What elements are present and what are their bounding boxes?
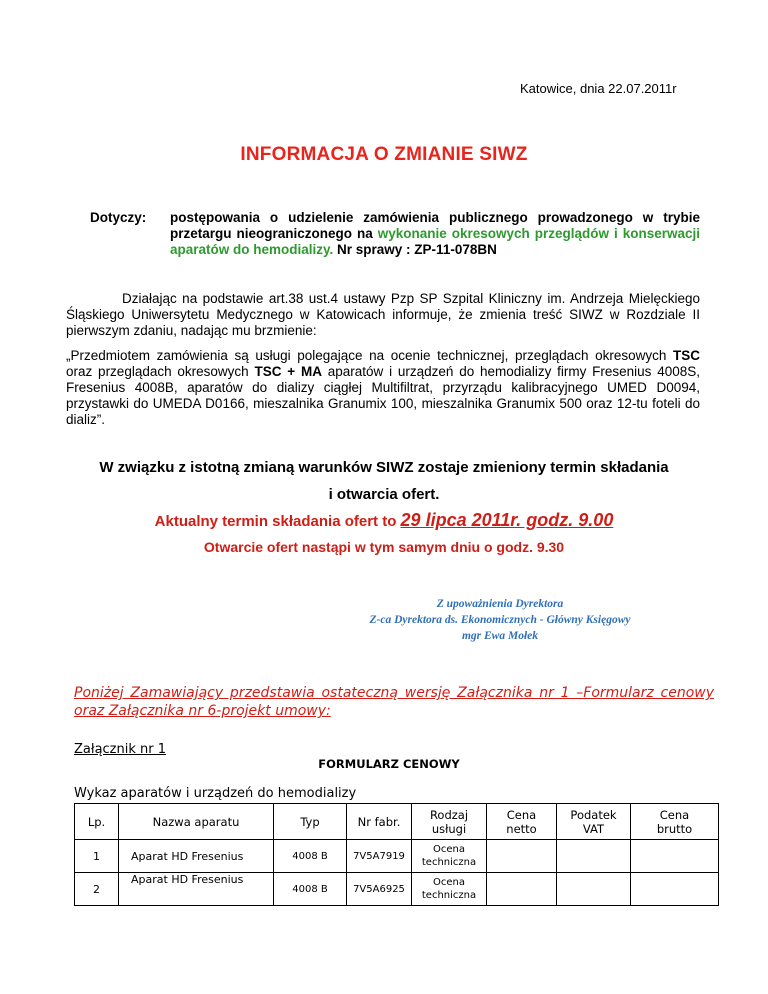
- signature-block: [300, 596, 700, 644]
- p2-a: „Przedmiotem zamówienia są usługi polegające na ocenie technicznej, przeglądach okresowych: [66, 348, 673, 363]
- table-header-row: [75, 804, 719, 840]
- cell-typ: 4008 B: [274, 840, 347, 873]
- cell-brutto: [631, 840, 719, 873]
- cell-name: Aparat HD Fresenius: [119, 840, 274, 873]
- document-date: Katowice, dnia 22.07.2011r: [520, 81, 677, 96]
- dotyczy-text-green: wykonanie okresowych przeglądów i konserwacji aparatów do hemodializy.: [170, 226, 700, 257]
- header-rodzaj-text: Rodzaj usługi: [429, 807, 469, 836]
- p2-c: oraz przeglądach okresowych: [66, 364, 255, 379]
- price-table: [74, 803, 719, 906]
- header-brutto: [631, 804, 719, 840]
- cell-vat: [557, 873, 631, 906]
- signature-line-1: Z upoważnienia Dyrektora: [436, 598, 564, 610]
- document-title: INFORMACJA O ZMIANIE SIWZ: [240, 144, 528, 165]
- cell-name: Aparat HD Fresenius: [119, 873, 274, 906]
- dotyczy-text: [170, 210, 700, 258]
- cell-netto: [487, 840, 557, 873]
- list-title: Wykaz aparatów i urządzeń do hemodializy: [74, 786, 357, 801]
- cell-lp: 1: [75, 840, 119, 873]
- case-number: Nr sprawy : ZP-11-078BN: [333, 242, 497, 257]
- change-line-1: W związku z istotną zmianą warunków SIWZ zostaje zmieniony termin składania: [99, 459, 669, 476]
- cell-nr: 7V5A7919: [347, 840, 412, 873]
- header-nazwa: Nazwa aparatu: [119, 804, 274, 840]
- opening-line: Otwarcie ofert nastąpi w tym samym dniu o godz. 9.30: [203, 539, 565, 555]
- header-typ: Typ: [274, 804, 347, 840]
- cell-netto: [487, 873, 557, 906]
- paragraph-legal-basis: Działając na podstawie art.38 ust.4 ustawy Pzp SP Szpital Kliniczny im. Andrzeja Mielęckiego Śląskiego Uniwersytetu Medycznego w Katowicach informuje, że zmienia treść SIWZ w Rozdziale II pierwszym zdaniu, nadając mu brzmienie:: [66, 291, 700, 338]
- header-netto-text: Cena netto: [506, 807, 537, 836]
- signature-line-3: mgr Ewa Mołek: [461, 630, 539, 642]
- p2-d: TSC + MA: [254, 364, 322, 379]
- header-vat: [557, 804, 631, 840]
- deadline-line: [0, 510, 768, 531]
- cell-vat: [557, 840, 631, 873]
- cell-nr: 7V5A6925: [347, 873, 412, 906]
- cell-lp: 2: [75, 873, 119, 906]
- paragraph-subject: [66, 348, 700, 428]
- header-nr: Nr fabr.: [347, 804, 412, 840]
- change-line-2: i otwarcia ofert.: [328, 486, 440, 503]
- dotyczy-text-a: postępowania o udzielenie zamówienia publicznego prowadzonego w trybie przetargu nieograniczonego na: [170, 210, 700, 241]
- p2-b: TSC: [673, 348, 700, 363]
- p2-e: aparatów i urządzeń do hemodializy firmy Fresenius 4008S, Fresenius 4008B, aparatów do dializy ciągłej Multifiltrat, przyrządu kalibracyjnego UMED D0094, przystawki do UMEDA D0166, mieszalnika Granumix 100, mieszalnika Granumix 500 oraz 12-tu foteli do dializ”.: [66, 364, 701, 427]
- header-vat-text: Podatek VAT: [570, 807, 617, 836]
- header-lp: Lp.: [75, 804, 119, 840]
- signature-line-2: Z-ca Dyrektora ds. Ekonomicznych - Główny Księgowy: [369, 614, 631, 626]
- cell-brutto: [631, 873, 719, 906]
- form-title: FORMULARZ CENOWY: [318, 757, 460, 771]
- dotyczy-label: Dotyczy:: [90, 210, 147, 225]
- deadline-value: 29 lipca 2011r. godz. 9.00: [400, 510, 614, 530]
- header-rodzaj: [412, 804, 487, 840]
- header-netto: [487, 804, 557, 840]
- table-row: [75, 873, 719, 906]
- header-brutto-text: Cena brutto: [656, 807, 693, 836]
- deadline-label: Aktualny termin składania ofert to: [154, 513, 401, 530]
- cell-rodzaj: Ocena techniczna: [412, 873, 487, 906]
- final-version-notice: Poniżej Zamawiający przedstawia ostateczną wersję Załącznika nr 1 –Formularz cenowy oraz Załącznika nr 6-projekt umowy:: [74, 685, 714, 719]
- cell-typ: 4008 B: [274, 873, 347, 906]
- cell-rodzaj: Ocena techniczna: [412, 840, 487, 873]
- attachment-label: Załącznik nr 1: [74, 742, 167, 757]
- table-row: [75, 840, 719, 873]
